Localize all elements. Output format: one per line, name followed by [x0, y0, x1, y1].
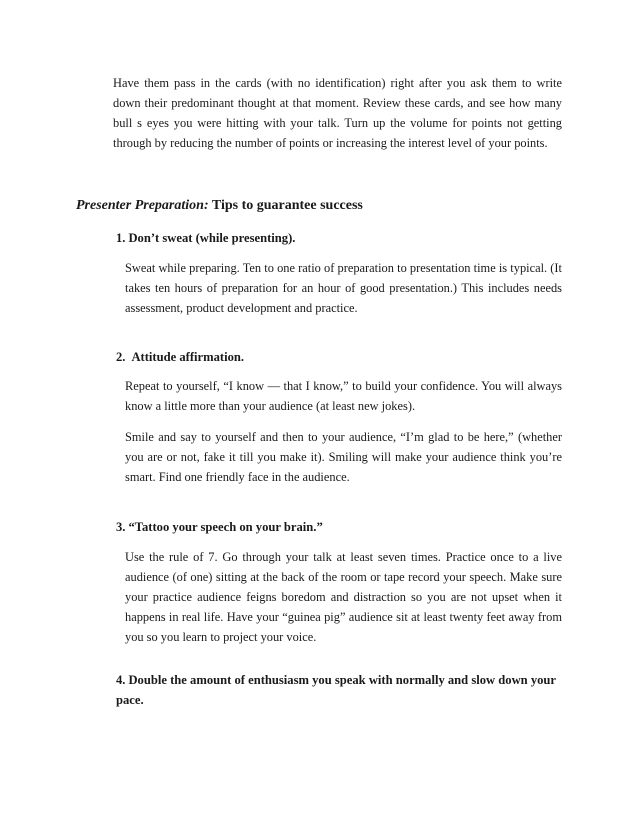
tip-3-heading — [116, 517, 323, 537]
tip-4-heading — [116, 670, 562, 710]
tip-4-number: 4. — [116, 673, 126, 687]
section-heading-lead: Presenter Preparation: — [76, 198, 209, 213]
tip-2-number: 2. — [116, 350, 126, 364]
tip-3-number: 3. — [116, 520, 126, 534]
tip-2-title: Attitude affirmation. — [131, 350, 245, 364]
tip-1-title: Don’t sweat (while presenting). — [128, 231, 296, 245]
intro-paragraph: Have them pass in the cards (with no identification) right after you ask them to write down their predominant thought at that moment. Review these cards, and see how many bull s eyes you were hitting with your talk. Turn up the volume for points not getting through by reducing the number of points or increasing the interest level of your points. — [113, 76, 562, 150]
tip-2-paragraph-2: Smile and say to yourself and then to your audience, “I’m glad to be here,” (whether you are or not, fake it till you make it). Smiling will make your audience think you’re smart. Find one friendly face in the audience. — [125, 430, 562, 484]
tip-3-title: “Tattoo your speech on your brain.” — [128, 520, 323, 534]
tip-3-paragraph-1: Use the rule of 7. Go through your talk at least seven times. Practice once to a live audience (of one) sitting at the back of the room or tape record your speech. Make sure your practice audience feigns boredom and distraction so you are not upset when it happens in real life. Have your “guinea pig” audience sit at least twenty feet away from you so you learn to project your voice. — [125, 550, 562, 644]
tip-1-paragraph-1: Sweat while preparing. Ten to one ratio of preparation to presentation time is typical. (It takes ten hours of preparation for an hour of good presentation.) This includes needs assessment, product development and practice. — [125, 261, 562, 315]
tip-4-title: Double the amount of enthusiasm you speak with normally and slow down your pace. — [116, 673, 556, 707]
tip-2-paragraph-1: Repeat to yourself, “I know — that I know,” to build your confidence. You will always know a little more than your audience (at least new jokes). — [125, 379, 562, 413]
tip-1-number: 1. — [116, 231, 126, 245]
tip-2-heading — [116, 347, 244, 367]
tip-1-heading — [116, 228, 295, 248]
section-heading — [76, 196, 363, 216]
section-heading-title: Tips to guarantee success — [211, 198, 363, 213]
